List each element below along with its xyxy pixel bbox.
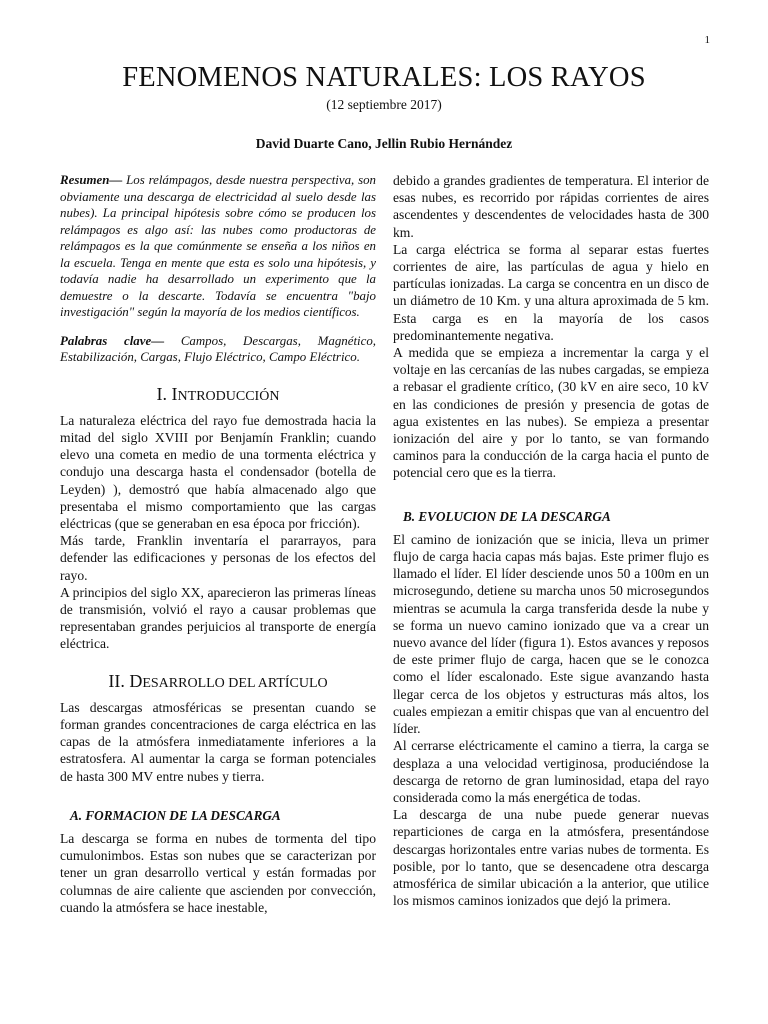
abstract-label: Resumen— xyxy=(60,173,123,187)
intro-paragraph-1: La naturaleza eléctrica del rayo fue demostrada hacia la mitad del siglo XVIII por Benjamín Franklin; cuando elevo una cometa en medio de una tormenta eléctrica y condujo una descarga hasta el condensador (botella de Leyden) ), demostró que había almacenado algo que presentaba el mismo comportamiento que las cargas eléctricas (que se generaban en esa época por fricción). xyxy=(60,412,376,531)
formacion-paragraph-2: La carga eléctrica se forma al separar estas fuertes corrientes de aire, las partículas de agua y hielo en partículas ionizadas. La carga se concentra en un disco de un diámetro de 10 Km. y una altura aproximada de 5 km. Esta carga es en la mayoría de los casos predominantemente negativa. xyxy=(393,241,709,343)
desarrollo-paragraph-1: Las descargas atmosféricas se presentan cuando se forman grandes concentraciones de carga eléctrica en las capas de la atmósfera inmediatamente inferiores a la estratosfera. Al aumentar la carga se forman potenciales de hasta 300 MV entre nubes y tierra. xyxy=(60,699,376,784)
intro-paragraph-3: A principios del siglo XX, aparecieron las primeras líneas de transmisión, volvió el rayo a causar problemas que representaban grandes perjuicios al transporte de energía eléctrica. xyxy=(60,584,376,652)
paper-date: (12 septiembre 2017) xyxy=(326,97,442,112)
keywords-text: Campos, Descargas, Magnético, Estabilización, Cargas, Flujo Eléctrico, Campo Eléctrico. xyxy=(60,333,376,364)
formacion-paragraph-continued: debido a grandes gradientes de temperatura. El interior de esas nubes, es recorrido por rápidas corrientes de aires ascendentes y descendentes de velocidades hasta de 300 km. xyxy=(393,173,709,240)
keywords xyxy=(60,333,376,366)
abstract-text: Los relámpagos, desde nuestra perspectiva, son obviamente una descarga de electricidad al suelo desde las nubes). La principal hipótesis sobre cómo se producen los relámpagos es algo así: las nubes como productoras de relámpagos es la que comúnmente se enseña a los niños en la escuela. Tenga en mente que esta es solo una hipótesis, y todavía nadie ha desarrollado un experimento que la demuestre o la descarte. Todavía se encuentra "bajo investigación" según la mayoría de los medios científicos. xyxy=(60,173,376,319)
left-column xyxy=(60,172,376,916)
evolucion-paragraph-3: La descarga de una nube puede generar nuevas reparticiones de carga en la atmósfera, presentándose descargas horizontales entre varias nubes de tormenta. Es posible, por lo tanto, que se desencadene otra descarga atmosférica de similar ubicación a la anterior, que utilice los mismos caminos ionizados que dejó la primera. xyxy=(393,807,709,909)
intro-paragraph-2: Más tarde, Franklin inventaría el pararrayos, para defender las edificaciones y personas de los efectos del rayo. xyxy=(60,533,376,583)
evolucion-paragraph-1: El camino de ionización que se inicia, lleva un primer flujo de carga hacia capas más bajas. Este primer flujo es llamado el líder. El líder desciende unos 50 a 100m en un microsegundo, detiene su marcha unos 50 microsegundos mientras se acumula la carga transferida desde la nube y se forma un nuevo camino ionizado que va a crear un nuevo avance del líder (figura 1). Estos avances y reposos de este primer flujo de carga, hacen que se le conozca como el líder escalonado. Este sigue avanzando hasta llegar cerca de los objetos y estructuras más altos, los cuales empiezan a emitir chispas que van al encuentro del líder. xyxy=(393,531,709,737)
section-heading-introduccion: I. INTRODUCCIÓN xyxy=(156,383,280,404)
page-number: 1 xyxy=(704,34,710,46)
keywords-label: Palabras clave— xyxy=(60,333,165,348)
paper-authors: David Duarte Cano, Jellin Rubio Hernández xyxy=(255,136,513,151)
right-column xyxy=(393,172,709,909)
section-heading-desarrollo: II. DESARROLLO DEL ARTÍCULO xyxy=(108,670,328,691)
abstract xyxy=(60,172,376,321)
formacion-paragraph-start: La descarga se forma en nubes de tormenta del tipo cumulonimbos. Estas son nubes que se caracterizan por tener un gran desarrollo vertical y están formadas por columnas de aire caliente que ascienden por convección, cuando la atmósfera se hace inestable, xyxy=(60,830,376,915)
evolucion-paragraph-2: Al cerrarse eléctricamente el camino a tierra, la carga se desplaza a una velocidad vertiginosa, produciéndose la descarga de retorno de gran luminosidad, etapa del rayo considerada como la más energética de todas. xyxy=(393,738,709,805)
subsection-heading-formacion: A. FORMACION DE LA DESCARGA xyxy=(70,807,281,823)
formacion-paragraph-3: A medida que se empieza a incrementar la carga y el voltaje en las cercanías de las nubes cargadas, se empieza a rebasar el gradiente crítico, (30 kV en aire seco, 10 kV en las condiciones de presión y presencia de gotas de agua existentes en las nubes). Se empieza a presentar ionización del aire y por lo tanto, se van formando caminos para la conducción de la carga hacia el punto de potencial cero que es la tierra. xyxy=(393,345,709,481)
subsection-heading-evolucion: B. EVOLUCION DE LA DESCARGA xyxy=(403,508,611,524)
paper-title: FENOMENOS NATURALES: LOS RAYOS xyxy=(122,62,646,93)
